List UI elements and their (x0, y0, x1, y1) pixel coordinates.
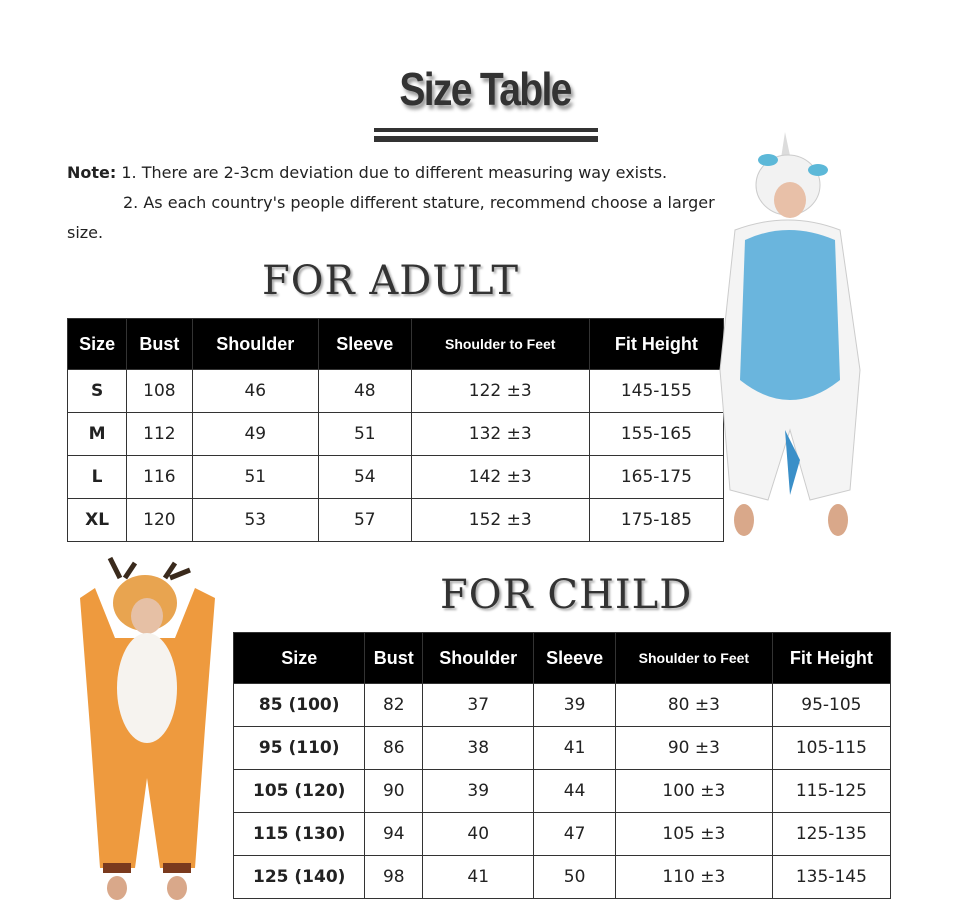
column-header: Sleeve (534, 633, 616, 684)
note-label: Note: (67, 163, 117, 182)
table-row (68, 370, 724, 413)
deer-onesie-photo (65, 548, 225, 902)
table-cell: 80 ±3 (615, 684, 772, 727)
face (131, 598, 163, 634)
table-cell: 44 (534, 770, 616, 813)
column-header: Size (234, 633, 365, 684)
table-cell: 98 (365, 856, 423, 899)
page-title: Size Table (399, 63, 571, 115)
table-cell: 46 (192, 370, 318, 413)
size-cell: 95 (110) (234, 727, 365, 770)
table-cell: 54 (318, 456, 411, 499)
table-cell: 152 ±3 (411, 499, 589, 542)
size-cell: M (68, 413, 127, 456)
table-cell: 47 (534, 813, 616, 856)
note-block (67, 158, 747, 248)
table-cell: 37 (423, 684, 534, 727)
table-cell: 165-175 (589, 456, 723, 499)
table-cell: 145-155 (589, 370, 723, 413)
adult-size-table (67, 318, 724, 542)
column-header: Fit Height (772, 633, 890, 684)
table-cell: 48 (318, 370, 411, 413)
table-cell: 38 (423, 727, 534, 770)
size-cell: L (68, 456, 127, 499)
table-cell: 86 (365, 727, 423, 770)
face (774, 182, 806, 218)
child-size-table (233, 632, 891, 899)
table-cell: 105-115 (772, 727, 890, 770)
title-underline (374, 128, 598, 132)
table-cell: 53 (192, 499, 318, 542)
size-cell: 115 (130) (234, 813, 365, 856)
table-row (234, 770, 891, 813)
title-underline (374, 136, 598, 142)
table-cell: 49 (192, 413, 318, 456)
table-cell: 39 (423, 770, 534, 813)
column-header: Shoulder to Feet (411, 319, 589, 370)
table-cell: 39 (534, 684, 616, 727)
table-cell: 120 (127, 499, 193, 542)
table-cell: 142 ±3 (411, 456, 589, 499)
note-line-2: 2. As each country's people different stature, recommend choose a larger size. (67, 193, 715, 242)
table-cell: 112 (127, 413, 193, 456)
table-cell: 116 (127, 456, 193, 499)
column-header: Fit Height (589, 319, 723, 370)
table-row (68, 499, 724, 542)
size-cell: 105 (120) (234, 770, 365, 813)
table-row (68, 413, 724, 456)
table-cell: 115-125 (772, 770, 890, 813)
table-cell: 95-105 (772, 684, 890, 727)
column-header: Shoulder (192, 319, 318, 370)
table-cell: 51 (318, 413, 411, 456)
table-cell: 175-185 (589, 499, 723, 542)
size-cell: S (68, 370, 127, 413)
table-cell: 90 (365, 770, 423, 813)
table-cell: 155-165 (589, 413, 723, 456)
header-row (234, 633, 891, 684)
table-cell: 105 ±3 (615, 813, 772, 856)
table-cell: 132 ±3 (411, 413, 589, 456)
table-cell: 125-135 (772, 813, 890, 856)
table-cell: 122 ±3 (411, 370, 589, 413)
size-cell: 85 (100) (234, 684, 365, 727)
unicorn-onesie-photo (710, 130, 870, 542)
table-cell: 135-145 (772, 856, 890, 899)
note-line-1: 1. There are 2-3cm deviation due to different measuring way exists. (121, 163, 668, 182)
table-row (234, 727, 891, 770)
size-cell: XL (68, 499, 127, 542)
column-header: Bust (127, 319, 193, 370)
table-cell: 41 (534, 727, 616, 770)
column-header: Shoulder to Feet (615, 633, 772, 684)
table-cell: 94 (365, 813, 423, 856)
column-header: Size (68, 319, 127, 370)
adult-heading: FOR ADULT (262, 258, 520, 304)
child-heading: FOR CHILD (440, 572, 693, 618)
table-cell: 50 (534, 856, 616, 899)
table-cell: 100 ±3 (615, 770, 772, 813)
table-cell: 110 ±3 (615, 856, 772, 899)
table-cell: 40 (423, 813, 534, 856)
table-row (234, 856, 891, 899)
table-cell: 41 (423, 856, 534, 899)
table-cell: 90 ±3 (615, 727, 772, 770)
table-cell: 51 (192, 456, 318, 499)
column-header: Sleeve (318, 319, 411, 370)
table-row (68, 456, 724, 499)
table-row (234, 813, 891, 856)
size-cell: 125 (140) (234, 856, 365, 899)
column-header: Bust (365, 633, 423, 684)
table-cell: 108 (127, 370, 193, 413)
table-cell: 57 (318, 499, 411, 542)
column-header: Shoulder (423, 633, 534, 684)
header-row (68, 319, 724, 370)
table-cell: 82 (365, 684, 423, 727)
table-row (234, 684, 891, 727)
